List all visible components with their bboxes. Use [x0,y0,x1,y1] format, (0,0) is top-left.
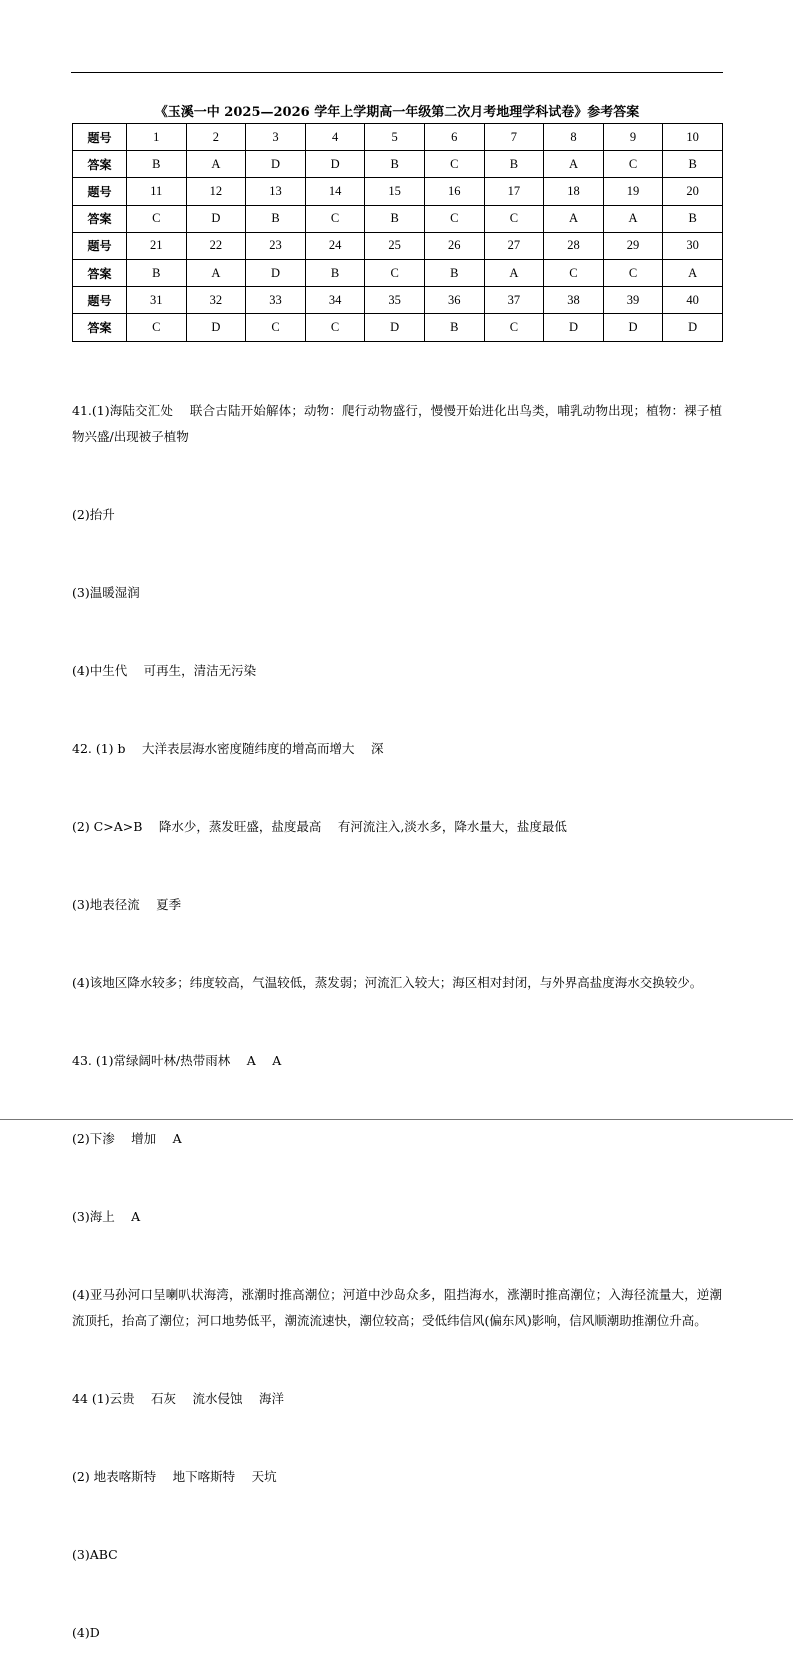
question-number-cell: 15 [365,178,425,205]
answer-cell: B [424,314,484,341]
answer-row [73,151,723,178]
answer-cell: D [663,314,723,341]
question-row [73,232,723,259]
answer-cell: C [305,205,365,232]
answer-cell: D [186,205,246,232]
answer-cell: D [246,259,306,286]
question-number-cell: 14 [305,178,365,205]
answer-row [73,314,723,341]
question-number-cell: 16 [424,178,484,205]
answer-cell: C [603,259,663,286]
answer-41-4: (4)中生代 可再生，清洁无污染 [72,663,257,678]
question-number-cell: 36 [424,287,484,314]
question-number-cell: 35 [365,287,425,314]
answer-cell: B [663,151,723,178]
answer-42-4: (4)该地区降水较多；纬度较高，气温较低，蒸发弱；河流汇入较大；海区相对封闭，与外界高盐度海水交换较少。 [72,975,703,990]
question-number-cell: 26 [424,232,484,259]
answer-44-2: (2) 地表喀斯特 地下喀斯特 天坑 [72,1469,277,1484]
question-row-label: 题号 [73,178,127,205]
question-number-cell: 19 [603,178,663,205]
answer-cell: C [484,205,544,232]
answer-42-1: 42. (1) b 大洋表层海水密度随纬度的增高而增大 深 [72,741,384,756]
answer-cell: C [603,151,663,178]
answer-row-label: 答案 [73,151,127,178]
answer-cell: D [305,151,365,178]
footer-rule [0,1119,793,1120]
question-number-cell: 9 [603,124,663,151]
answer-43-2: (2)下渗 增加 A [72,1131,182,1146]
answer-cell: D [365,314,425,341]
answer-41-1: 41.(1)海陆交汇处 联合古陆开始解体；动物：爬行动物盛行，慢慢开始进化出鸟类，哺乳动物出现；植物：裸子植物兴盛/出现被子植物 [72,403,722,444]
answer-cell: C [484,314,544,341]
answer-44-3: (3)ABC [72,1547,118,1562]
answer-cell: C [127,314,187,341]
answer-cell: B [484,151,544,178]
question-number-cell: 2 [186,124,246,151]
answer-cell: B [246,205,306,232]
answer-42-3: (3)地表径流 夏季 [72,897,182,912]
answer-cell: A [603,205,663,232]
question-number-cell: 28 [544,232,604,259]
question-number-cell: 13 [246,178,306,205]
question-row-label: 题号 [73,287,127,314]
question-number-cell: 22 [186,232,246,259]
answer-42-2: (2) C>A>B 降水少，蒸发旺盛，盐度最高 有河流注入,淡水多，降水量大，盐度最低 [72,819,567,834]
answer-block-41 [72,346,722,1672]
question-number-cell: 5 [365,124,425,151]
answer-cell: A [186,151,246,178]
question-number-cell: 24 [305,232,365,259]
question-number-cell: 8 [544,124,604,151]
answer-cell: B [127,259,187,286]
question-number-cell: 1 [127,124,187,151]
question-number-cell: 40 [663,287,723,314]
question-row-label: 题号 [73,232,127,259]
answer-cell: B [365,205,425,232]
answer-cell: A [484,259,544,286]
answer-cell: C [246,314,306,341]
answer-cell: D [246,151,306,178]
question-number-cell: 20 [663,178,723,205]
answer-row-label: 答案 [73,205,127,232]
question-number-cell: 30 [663,232,723,259]
question-number-cell: 21 [127,232,187,259]
question-number-cell: 7 [484,124,544,151]
answer-cell: B [365,151,425,178]
question-number-cell: 34 [305,287,365,314]
answer-cell: A [544,205,604,232]
question-number-cell: 37 [484,287,544,314]
answer-cell: D [603,314,663,341]
question-number-cell: 3 [246,124,306,151]
document-title: 《玉溪一中 2025—2026 学年上学期高一年级第二次月考地理学科试卷》参考答案 [154,105,640,120]
answer-cell: C [305,314,365,341]
answer-cell: A [663,259,723,286]
question-row [73,124,723,151]
question-number-cell: 32 [186,287,246,314]
answer-43-3: (3)海上 A [72,1209,141,1224]
answer-row-label: 答案 [73,259,127,286]
answer-cell: D [186,314,246,341]
question-number-cell: 4 [305,124,365,151]
answer-cell: A [544,151,604,178]
answer-cell: C [365,259,425,286]
question-number-cell: 29 [603,232,663,259]
question-number-cell: 33 [246,287,306,314]
question-number-cell: 38 [544,287,604,314]
question-number-cell: 25 [365,232,425,259]
answer-cell: B [663,205,723,232]
answer-key-table [72,123,723,342]
question-number-cell: 39 [603,287,663,314]
answer-cell: A [186,259,246,286]
answer-cell: C [127,205,187,232]
question-number-cell: 12 [186,178,246,205]
answer-41-2: (2)抬升 [72,507,115,522]
question-row-label: 题号 [73,124,127,151]
question-number-cell: 17 [484,178,544,205]
question-row [73,287,723,314]
answer-43-1: 43. (1)常绿阔叶林/热带雨林 A A [72,1053,282,1068]
answer-41-3: (3)温暖湿润 [72,585,140,600]
answer-43-4: (4)亚马孙河口呈喇叭状海湾，涨潮时推高潮位；河道中沙岛众多，阻挡海水，涨潮时推高潮位；入海径流量大，逆潮流顶托，抬高了潮位；河口地势低平，潮流流速快，潮位较高；受低纬信风(偏东风)影响，信风顺潮助推潮位升高。 [72,1287,722,1328]
question-row [73,178,723,205]
answer-row [73,205,723,232]
header-rule [71,72,723,73]
answer-cell: B [127,151,187,178]
question-number-cell: 23 [246,232,306,259]
question-number-cell: 18 [544,178,604,205]
answer-row-label: 答案 [73,314,127,341]
answer-cell: C [424,151,484,178]
answer-cell: C [424,205,484,232]
question-number-cell: 10 [663,124,723,151]
answer-row [73,259,723,286]
answer-44-4: (4)D [72,1625,100,1640]
question-number-cell: 6 [424,124,484,151]
answer-cell: B [424,259,484,286]
question-number-cell: 27 [484,232,544,259]
answer-cell: B [305,259,365,286]
answer-44-1: 44 (1)云贵 石灰 流水侵蚀 海洋 [72,1391,285,1406]
answer-cell: C [544,259,604,286]
question-number-cell: 31 [127,287,187,314]
answer-cell: D [544,314,604,341]
question-number-cell: 11 [127,178,187,205]
